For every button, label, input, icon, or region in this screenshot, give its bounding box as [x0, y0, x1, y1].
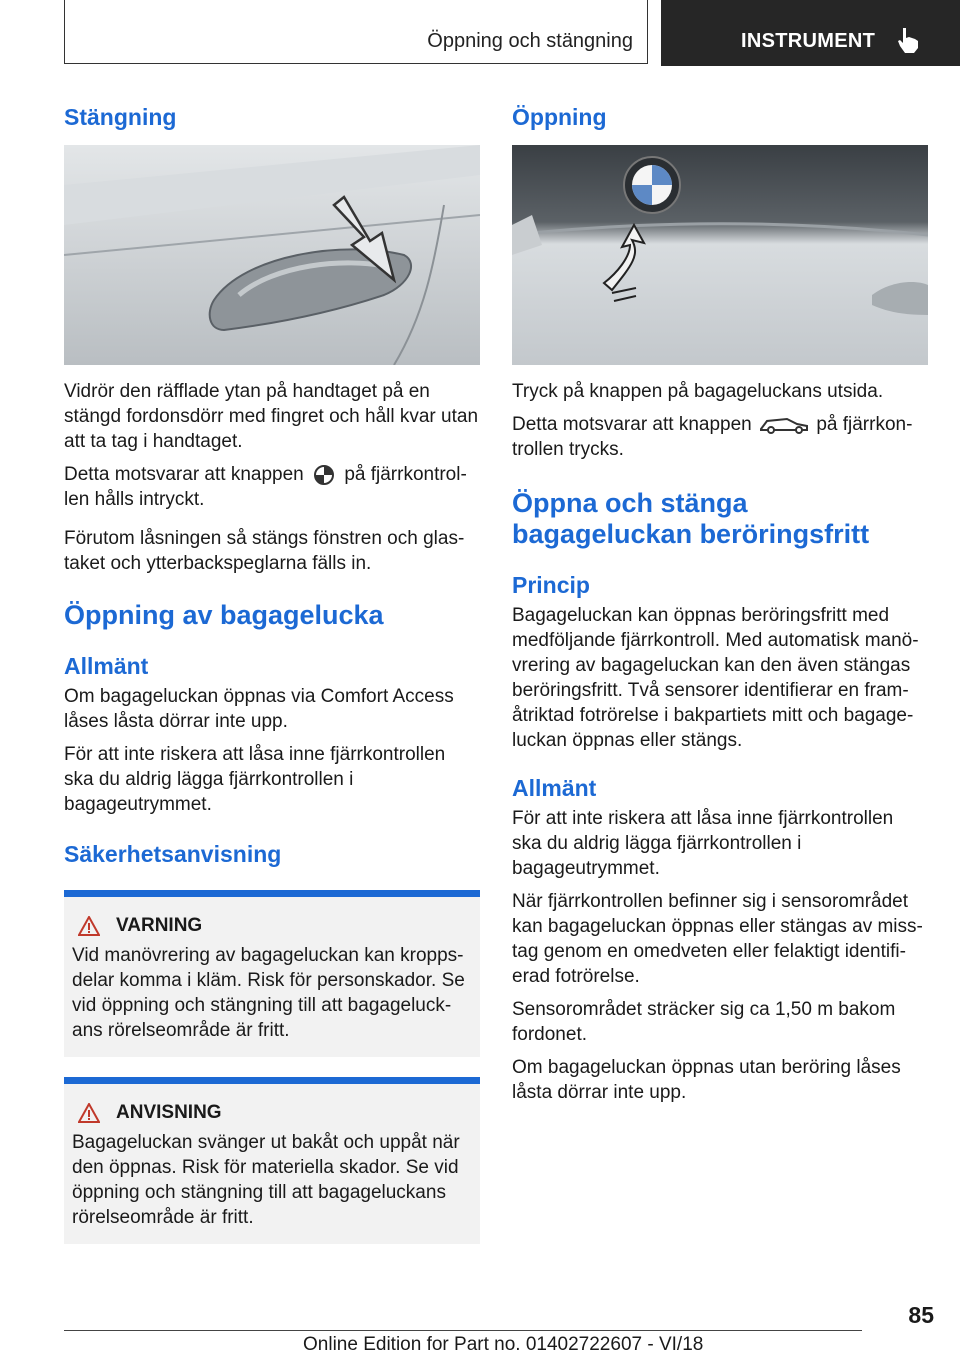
trunk-button-image — [512, 145, 928, 365]
warning-text: Vid manövrering av bagageluckan kan kropps-delar komma i kläm. Risk för personskador. Se vid öppning och stängning till att bagageluck-ans rörelseområde är fritt. — [72, 945, 465, 1041]
section-title: Öppning och stängning — [427, 30, 633, 52]
notice-label: ANVISNING — [116, 1102, 222, 1123]
principle-heading: Princip — [512, 572, 590, 598]
car-trunk-button-icon — [757, 414, 811, 436]
opening-p2-end: på fjärrkon-trollen trycks. — [512, 414, 913, 460]
notice-title — [72, 1102, 472, 1124]
closing-p2-end: på fjärrkontrol-len hålls intryckt. — [64, 464, 467, 510]
opening-paragraph-2 — [512, 412, 928, 462]
warning-label: VARNING — [116, 915, 203, 936]
touchless-heading: Öppna och stänga bagageluckan beröringsfritt — [512, 488, 870, 549]
warning-triangle-icon — [78, 916, 100, 936]
header-box — [64, 0, 648, 64]
notice-text: Bagageluckan svänger ut bakåt och uppåt när den öppnas. Risk för materiella skador. Se vid öppning och stängning till att bagageluckans rörelseområde är fritt. — [72, 1132, 460, 1228]
closing-paragraph-3: Förutom låsningen så stängs fönstren och glas-taket och ytterbackspeglarna fälls in. — [64, 528, 465, 574]
general-heading-left: Allmänt — [64, 653, 149, 679]
edition-text: Online Edition for Part no. 01402722607 - VI/18 — [303, 1334, 704, 1355]
pointing-hand-icon — [896, 26, 922, 54]
general-paragraph-2: För att inte riskera att låsa inne fjärrkontrollen ska du aldrig lägga fjärrkontrollen i bagageutrymmet. — [64, 744, 446, 815]
warning-box — [64, 890, 480, 1057]
closing-p2-start: Detta motsvarar att knappen — [64, 464, 304, 485]
closing-paragraph-2 — [64, 462, 480, 512]
general-paragraph-1: Om bagageluckan öppnas via Comfort Access låses låsta dörrar inte upp. — [64, 686, 454, 732]
left-column — [64, 100, 480, 1244]
page-number: 85 — [908, 1302, 934, 1328]
opening-heading: Öppning — [512, 104, 607, 130]
principle-paragraph: Bagageluckan kan öppnas beröringsfritt med medföljande fjärrkontroll. Med automatisk manö-vrering av bagageluckan kan den även stängas beröringsfritt. Två sensorer identifierar en fram-åtriktad fotrörelse i bakpartiets mitt och bagage-luckan öppnas eller stängs. — [512, 605, 919, 751]
instrument-tab-label: INSTRUMENT — [741, 30, 876, 52]
trunk-button-illustration — [512, 145, 928, 365]
door-handle-illustration — [64, 145, 480, 365]
general-right-paragraph-3: Sensorområdet sträcker sig ca 1,50 m bakom fordonet. — [512, 999, 896, 1045]
opening-p2-start: Detta motsvarar att knappen — [512, 414, 752, 435]
instrument-tab[interactable] — [661, 0, 960, 66]
closing-paragraph-1: Vidrör den räfflade ytan på handtaget på en stängd fordonsdörr med fingret och håll kvar utan att ta tag i handtaget. — [64, 381, 479, 452]
general-right-paragraph-2: När fjärrkontrollen befinner sig i sensorområdet kan bagageluckan öppnas eller stängas av miss-tag genom en omedveten eller felaktigt identifi-erad fotrörelse. — [512, 891, 923, 987]
warning-title — [72, 915, 472, 937]
general-heading-right: Allmänt — [512, 775, 597, 801]
safety-heading: Säkerhetsanvisning — [64, 841, 282, 867]
general-right-paragraph-1: För att inte riskera att låsa inne fjärrkontrollen ska du aldrig lägga fjärrkontrollen i bagageutrymmet. — [512, 808, 894, 879]
footer-divider — [64, 1330, 862, 1331]
lock-button-icon — [309, 464, 339, 486]
closing-heading: Stängning — [64, 104, 177, 130]
right-column — [512, 100, 928, 1105]
notice-box — [64, 1077, 480, 1244]
door-handle-image — [64, 145, 480, 365]
trunk-opening-heading: Öppning av bagagelucka — [64, 600, 384, 630]
opening-paragraph-1: Tryck på knappen på bagageluckans utsida. — [512, 381, 884, 402]
notice-triangle-icon — [78, 1103, 100, 1123]
general-right-paragraph-4: Om bagageluckan öppnas utan beröring låses låsta dörrar inte upp. — [512, 1057, 901, 1103]
